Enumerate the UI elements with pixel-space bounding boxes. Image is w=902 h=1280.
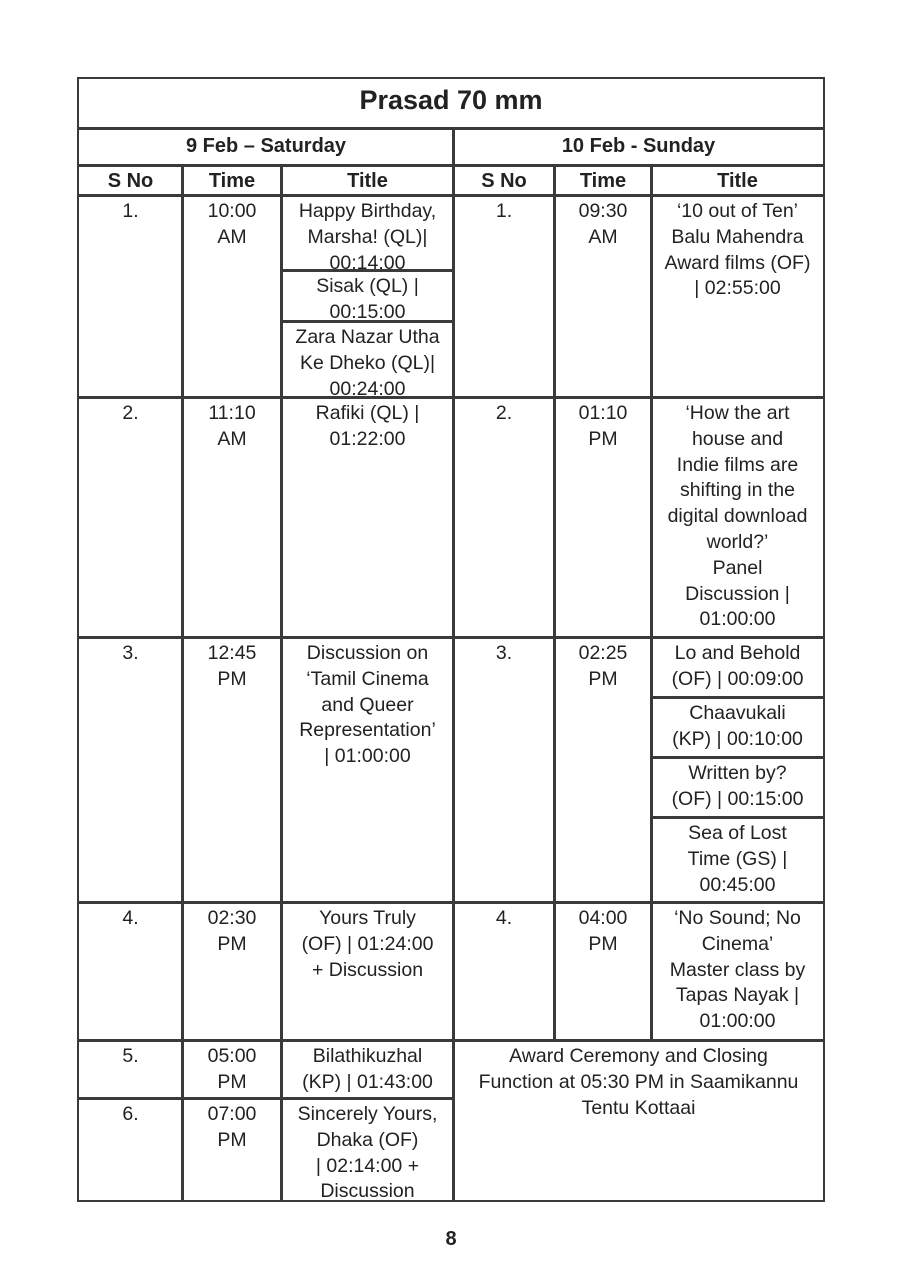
sat-title: Happy Birthday, Marsha! (QL)| 00:14:00	[280, 194, 455, 272]
sun-time: 09:30 AM	[553, 194, 653, 399]
sun-title: Lo and Behold (OF) | 00:09:00	[650, 636, 825, 699]
day-header-sunday: 10 Feb - Sunday	[452, 127, 825, 167]
sun-time: 02:25 PM	[553, 636, 653, 904]
col-header-title: Title	[280, 164, 455, 197]
sat-time: 12:45 PM	[181, 636, 283, 904]
page-number: 8	[445, 1228, 457, 1250]
sun-title: Written by? (OF) | 00:15:00	[650, 756, 825, 819]
sun-title: ‘10 out of Ten’ Balu Mahendra Award films (OF) | 02:55:00	[650, 194, 825, 399]
sun-sno: 4.	[452, 901, 556, 1042]
sat-sno: 3.	[77, 636, 184, 904]
sun-sno: 3.	[452, 636, 556, 904]
sun-title: ‘How the art house and Indie films are shifting in the digital download world?’ Panel Discussion | 01:00:00	[650, 396, 825, 639]
sat-title: Yours Truly (OF) | 01:24:00 + Discussion	[280, 901, 455, 1042]
sat-sno: 1.	[77, 194, 184, 399]
sat-sno: 4.	[77, 901, 184, 1042]
sat-sno: 6.	[77, 1097, 184, 1202]
closing-ceremony-note: Award Ceremony and Closing Function at 05:30 PM in Saamikannu Tentu Kottaai	[452, 1039, 825, 1202]
col-header-time: Time	[181, 164, 283, 197]
sun-time: 04:00 PM	[553, 901, 653, 1042]
sun-sno: 1.	[452, 194, 556, 399]
sat-time: 10:00 AM	[181, 194, 283, 399]
col-header-sno: S No	[452, 164, 556, 197]
sat-title: Rafiki (QL) | 01:22:00	[280, 396, 455, 639]
col-header-time: Time	[553, 164, 653, 197]
table-title: Prasad 70 mm	[77, 77, 825, 130]
sat-time: 02:30 PM	[181, 901, 283, 1042]
sun-title: Sea of Lost Time (GS) | 00:45:00	[650, 816, 825, 904]
sat-title: Discussion on ‘Tamil Cinema and Queer Representation’ | 01:00:00	[280, 636, 455, 904]
col-header-title: Title	[650, 164, 825, 197]
sat-sno: 2.	[77, 396, 184, 639]
sat-title: Zara Nazar Utha Ke Dheko (QL)| 00:24:00	[280, 320, 455, 399]
sun-time: 01:10 PM	[553, 396, 653, 639]
sun-title: Chaavukali (KP) | 00:10:00	[650, 696, 825, 759]
col-header-sno: S No	[77, 164, 184, 197]
sun-title: ‘No Sound; No Cinema’ Master class by Tapas Nayak | 01:00:00	[650, 901, 825, 1042]
sat-title: Sisak (QL) | 00:15:00	[280, 269, 455, 323]
sat-time: 07:00 PM	[181, 1097, 283, 1202]
sat-title: Bilathikuzhal (KP) | 01:43:00	[280, 1039, 455, 1100]
day-header-saturday: 9 Feb – Saturday	[77, 127, 455, 167]
sat-title: Sincerely Yours, Dhaka (OF) | 02:14:00 + Discussion	[280, 1097, 455, 1202]
sun-sno: 2.	[452, 396, 556, 639]
sat-time: 05:00 PM	[181, 1039, 283, 1100]
sat-time: 11:10 AM	[181, 396, 283, 639]
sat-sno: 5.	[77, 1039, 184, 1100]
